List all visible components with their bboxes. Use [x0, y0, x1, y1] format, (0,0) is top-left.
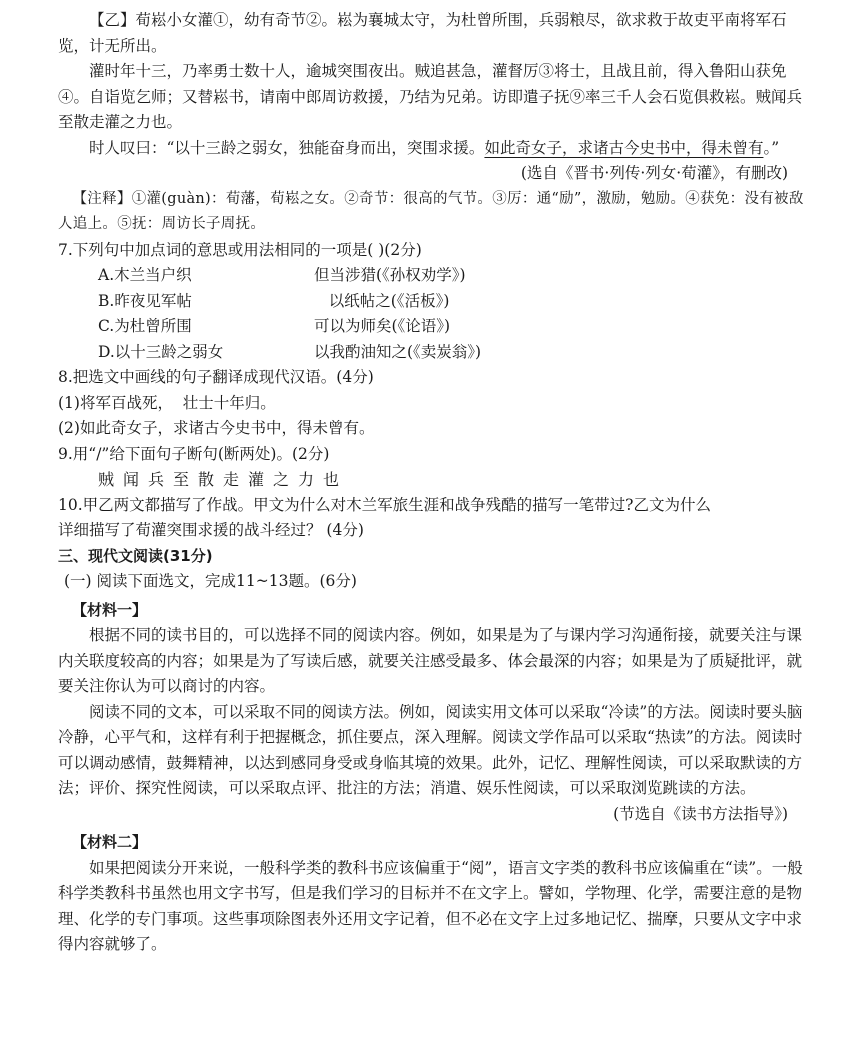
question-10-line-2: 详细描写了荀灌突围求援的战斗经过？ (4分) [58, 521, 364, 539]
exam-page [58, 8, 806, 958]
passage-yi-paragraph-3 [58, 136, 806, 162]
option-compare: 以我酌油知之(《卖炭翁》) [314, 342, 482, 361]
option-sentence: D.以十三龄之弱女 [98, 342, 224, 361]
underlined-sentence: 如此奇女子，求诸古今史书中，得未曾有 [484, 138, 764, 157]
passage-yi-paragraph-2: 灌时年十三，乃率勇士数十人，逾城突围夜出。贼追甚急，灌督厉③将士，且战且前，得入鲁阳山获免④。自诣览乞师；又替崧书，请南中郎周访救援，乃结为兄弟。访即遣子抚⑨率三千人会石览俱救崧。贼闻兵至散走灌之力也。 [58, 62, 803, 131]
question-7-option-d [58, 340, 806, 366]
option-sentence: C.为杜曾所围 [98, 317, 192, 335]
option-compare: 但当涉猎(《孙权劝学》) [314, 266, 466, 284]
passage-yi-quote-start: 时人叹曰：“以十三龄之弱女，独能奋身而出，突围求援。 [89, 138, 485, 157]
option-sentence: A.木兰当户织 [98, 266, 192, 284]
passage-yi-notes: 【注释】①灌(guàn)：荀藩，荀崧之女。②奇节：很高的气节。③厉：通“励”，激励，勉励。④获免：没有被敌人追上。⑤抚：周访长子周抚。 [58, 190, 804, 232]
passage-yi-quote-end: 。” [763, 138, 780, 157]
material-1-label: 【材料一】 [72, 600, 148, 619]
question-8-sentence-1: (1)将军百战死， 壮士十年归。 [58, 393, 276, 412]
section-3-subtitle: (一) 阅读下面选文，完成11~13题。(6分) [64, 572, 357, 590]
material-1-paragraph-2: 阅读不同的文本，可以采取不同的阅读方法。例如，阅读实用文体可以采取“冷读”的方法。阅读时要头脑冷静，心平气和，这样有利于把握概念，抓住要点，深入理解。阅读文学作品可以采取“热读”的方法。阅读时可以调动感情，鼓舞精神，以达到感同身受或身临其境的效果。此外，记忆、理解性阅读，可以采取默读的方法；评价、探究性阅读，可以采取点评、批注的方法；消遣、娱乐性阅读，可以采取浏览跳读的方法。 [58, 702, 803, 797]
option-compare: 以纸帖之(《活板》) [314, 291, 450, 310]
passage-yi-paragraph-1: 【乙】荀崧小女灌①，幼有奇节②。崧为襄城太守，为杜曾所围，兵弱粮尽，欲求救于故吏平南将军石览，计无所出。 [58, 11, 787, 55]
option-sentence: B.昨夜见军帖 [98, 291, 192, 310]
question-8-stem: 8.把选文中画线的句子翻译成现代汉语。(4分) [58, 368, 374, 386]
option-compare: 可以为师矣(《论语》) [314, 317, 451, 335]
material-2-label: 【材料二】 [72, 833, 148, 851]
question-9-sentence: 贼闻兵至散走灌之力也 [98, 470, 349, 489]
question-8-sentence-2: (2)如此奇女子，求诸古今史书中，得未曾有。 [58, 419, 375, 437]
section-3-title: 三、现代文阅读(31分) [58, 546, 213, 565]
question-9-stem: 9.用“/”给下面句子断句(断两处)。(2分) [58, 444, 330, 463]
material-1-source: (节选自《读书方法指导》) [613, 804, 788, 823]
material-2-paragraph-1: 如果把阅读分开来说，一般科学类的教科书应该偏重于“阅”，语言文字类的教科书应该偏重在“读”。一般科学类教科书虽然也用文字书写，但是我们学习的目标并不在文字上。譬如，学物理、化学，需要注意的是物理、化学的专门事项。这些事项除图表外还用文字记着，但不必在文字上过多地记忆、揣摩，只要从文字中求得内容就够了。 [58, 858, 803, 953]
question-7-option-a [58, 263, 806, 289]
question-7-option-c [58, 314, 806, 340]
question-10-line-1: 10.甲乙两文都描写了作战。甲文为什么对木兰军旅生涯和战争残酷的描写一笔带过?乙文为什么 [58, 495, 711, 514]
passage-yi-source: (选自《晋书·列传·列女·荀灌》，有删改) [520, 164, 788, 182]
question-7-option-b [58, 289, 806, 315]
material-1-paragraph-1: 根据不同的读书目的，可以选择不同的阅读内容。例如，如果是为了与课内学习沟通衔接，就要关注与课内关联度较高的内容；如果是为了写读后感，就要关注感受最多、体会最深的内容；如果是为了质疑批评，就要关注你认为可以商讨的内容。 [58, 626, 803, 695]
question-7-stem: 7.下列句中加点词的意思或用法相同的一项是( )(2分) [58, 240, 422, 259]
